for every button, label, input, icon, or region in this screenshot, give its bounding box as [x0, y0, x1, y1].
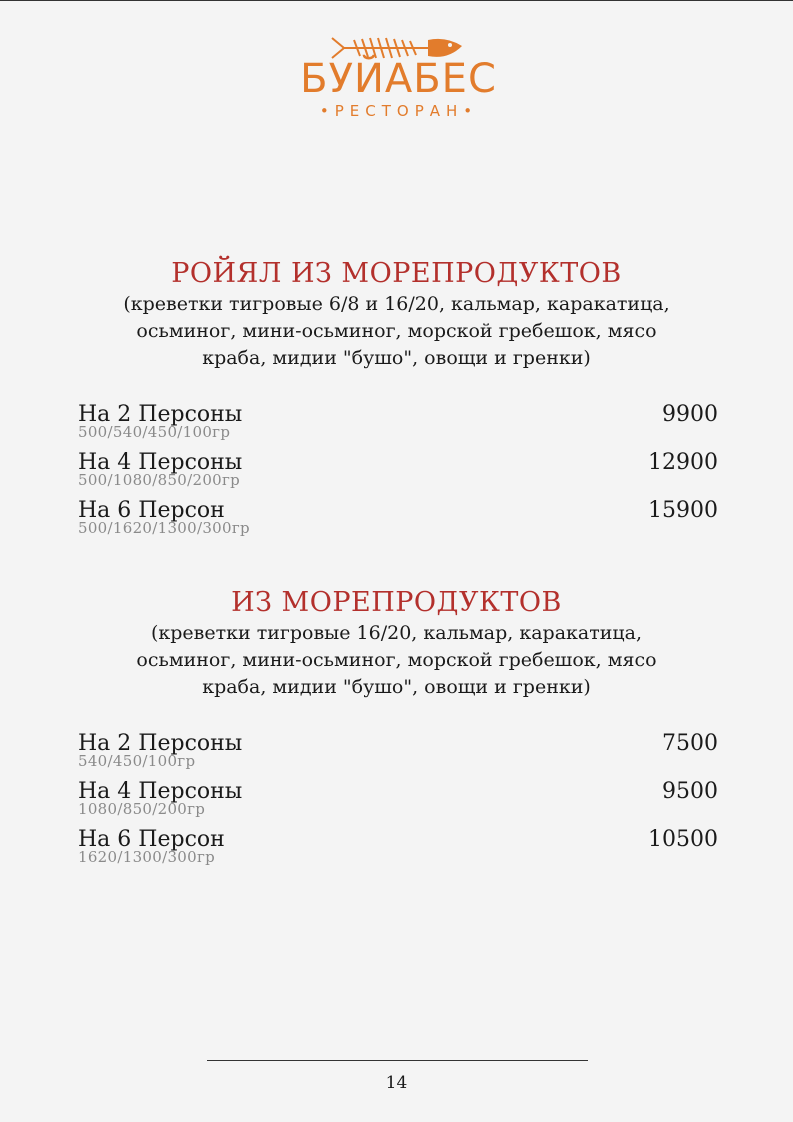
restaurant-logo — [290, 34, 505, 126]
item-price: 9900 — [662, 402, 718, 427]
menu-item — [78, 450, 718, 498]
item-weight: 540/450/100гр — [78, 752, 196, 770]
section-description: (креветки тигровые 16/20, кальмар, каракатица, осьминог, мини-осьминог, морской гребешок, мясо краба, мидии "бушо", овощи и гренки) — [136, 622, 657, 698]
menu-item — [78, 827, 718, 875]
logo-subtitle: •РЕСТОРАН• — [319, 102, 479, 120]
item-name: На 2 Персоны — [78, 731, 243, 756]
item-weight: 500/1080/850/200гр — [78, 471, 241, 489]
item-price: 10500 — [648, 827, 718, 852]
item-price: 15900 — [648, 498, 718, 523]
section-title: ИЗ МОРЕПРОДУКТОВ — [231, 587, 562, 618]
menu-item — [78, 498, 718, 546]
item-price: 9500 — [662, 779, 718, 804]
item-price: 7500 — [662, 731, 718, 756]
item-name: На 6 Персон — [78, 827, 225, 852]
item-price: 12900 — [648, 450, 718, 475]
page-number: 14 — [385, 1073, 408, 1093]
item-name: На 4 Персоны — [78, 779, 243, 804]
footer-divider — [207, 1060, 588, 1061]
menu-item — [78, 779, 718, 827]
section-seafood — [0, 587, 793, 701]
menu-item — [78, 402, 718, 450]
item-weight: 500/540/450/100гр — [78, 423, 231, 441]
item-weight: 500/1620/1300/300гр — [78, 519, 250, 537]
item-weight: 1620/1300/300гр — [78, 848, 216, 866]
item-name: На 2 Персоны — [78, 402, 243, 427]
menu-items-royal — [78, 402, 718, 546]
logo-name: БУЙАБЕС — [300, 56, 497, 102]
section-title: РОЙЯЛ ИЗ МОРЕПРОДУКТОВ — [171, 258, 622, 289]
menu-item — [78, 731, 718, 779]
item-name: На 4 Персоны — [78, 450, 243, 475]
item-name: На 6 Персон — [78, 498, 225, 523]
top-border — [0, 0, 793, 1]
section-description: (креветки тигровые 6/8 и 16/20, кальмар, каракатица, осьминог, мини-осьминог, морской гребешок, мясо краба, мидии "бушо", овощи и гренки) — [123, 293, 670, 369]
menu-items-seafood — [78, 731, 718, 875]
item-weight: 1080/850/200гр — [78, 800, 206, 818]
section-royal-seafood — [0, 258, 793, 372]
